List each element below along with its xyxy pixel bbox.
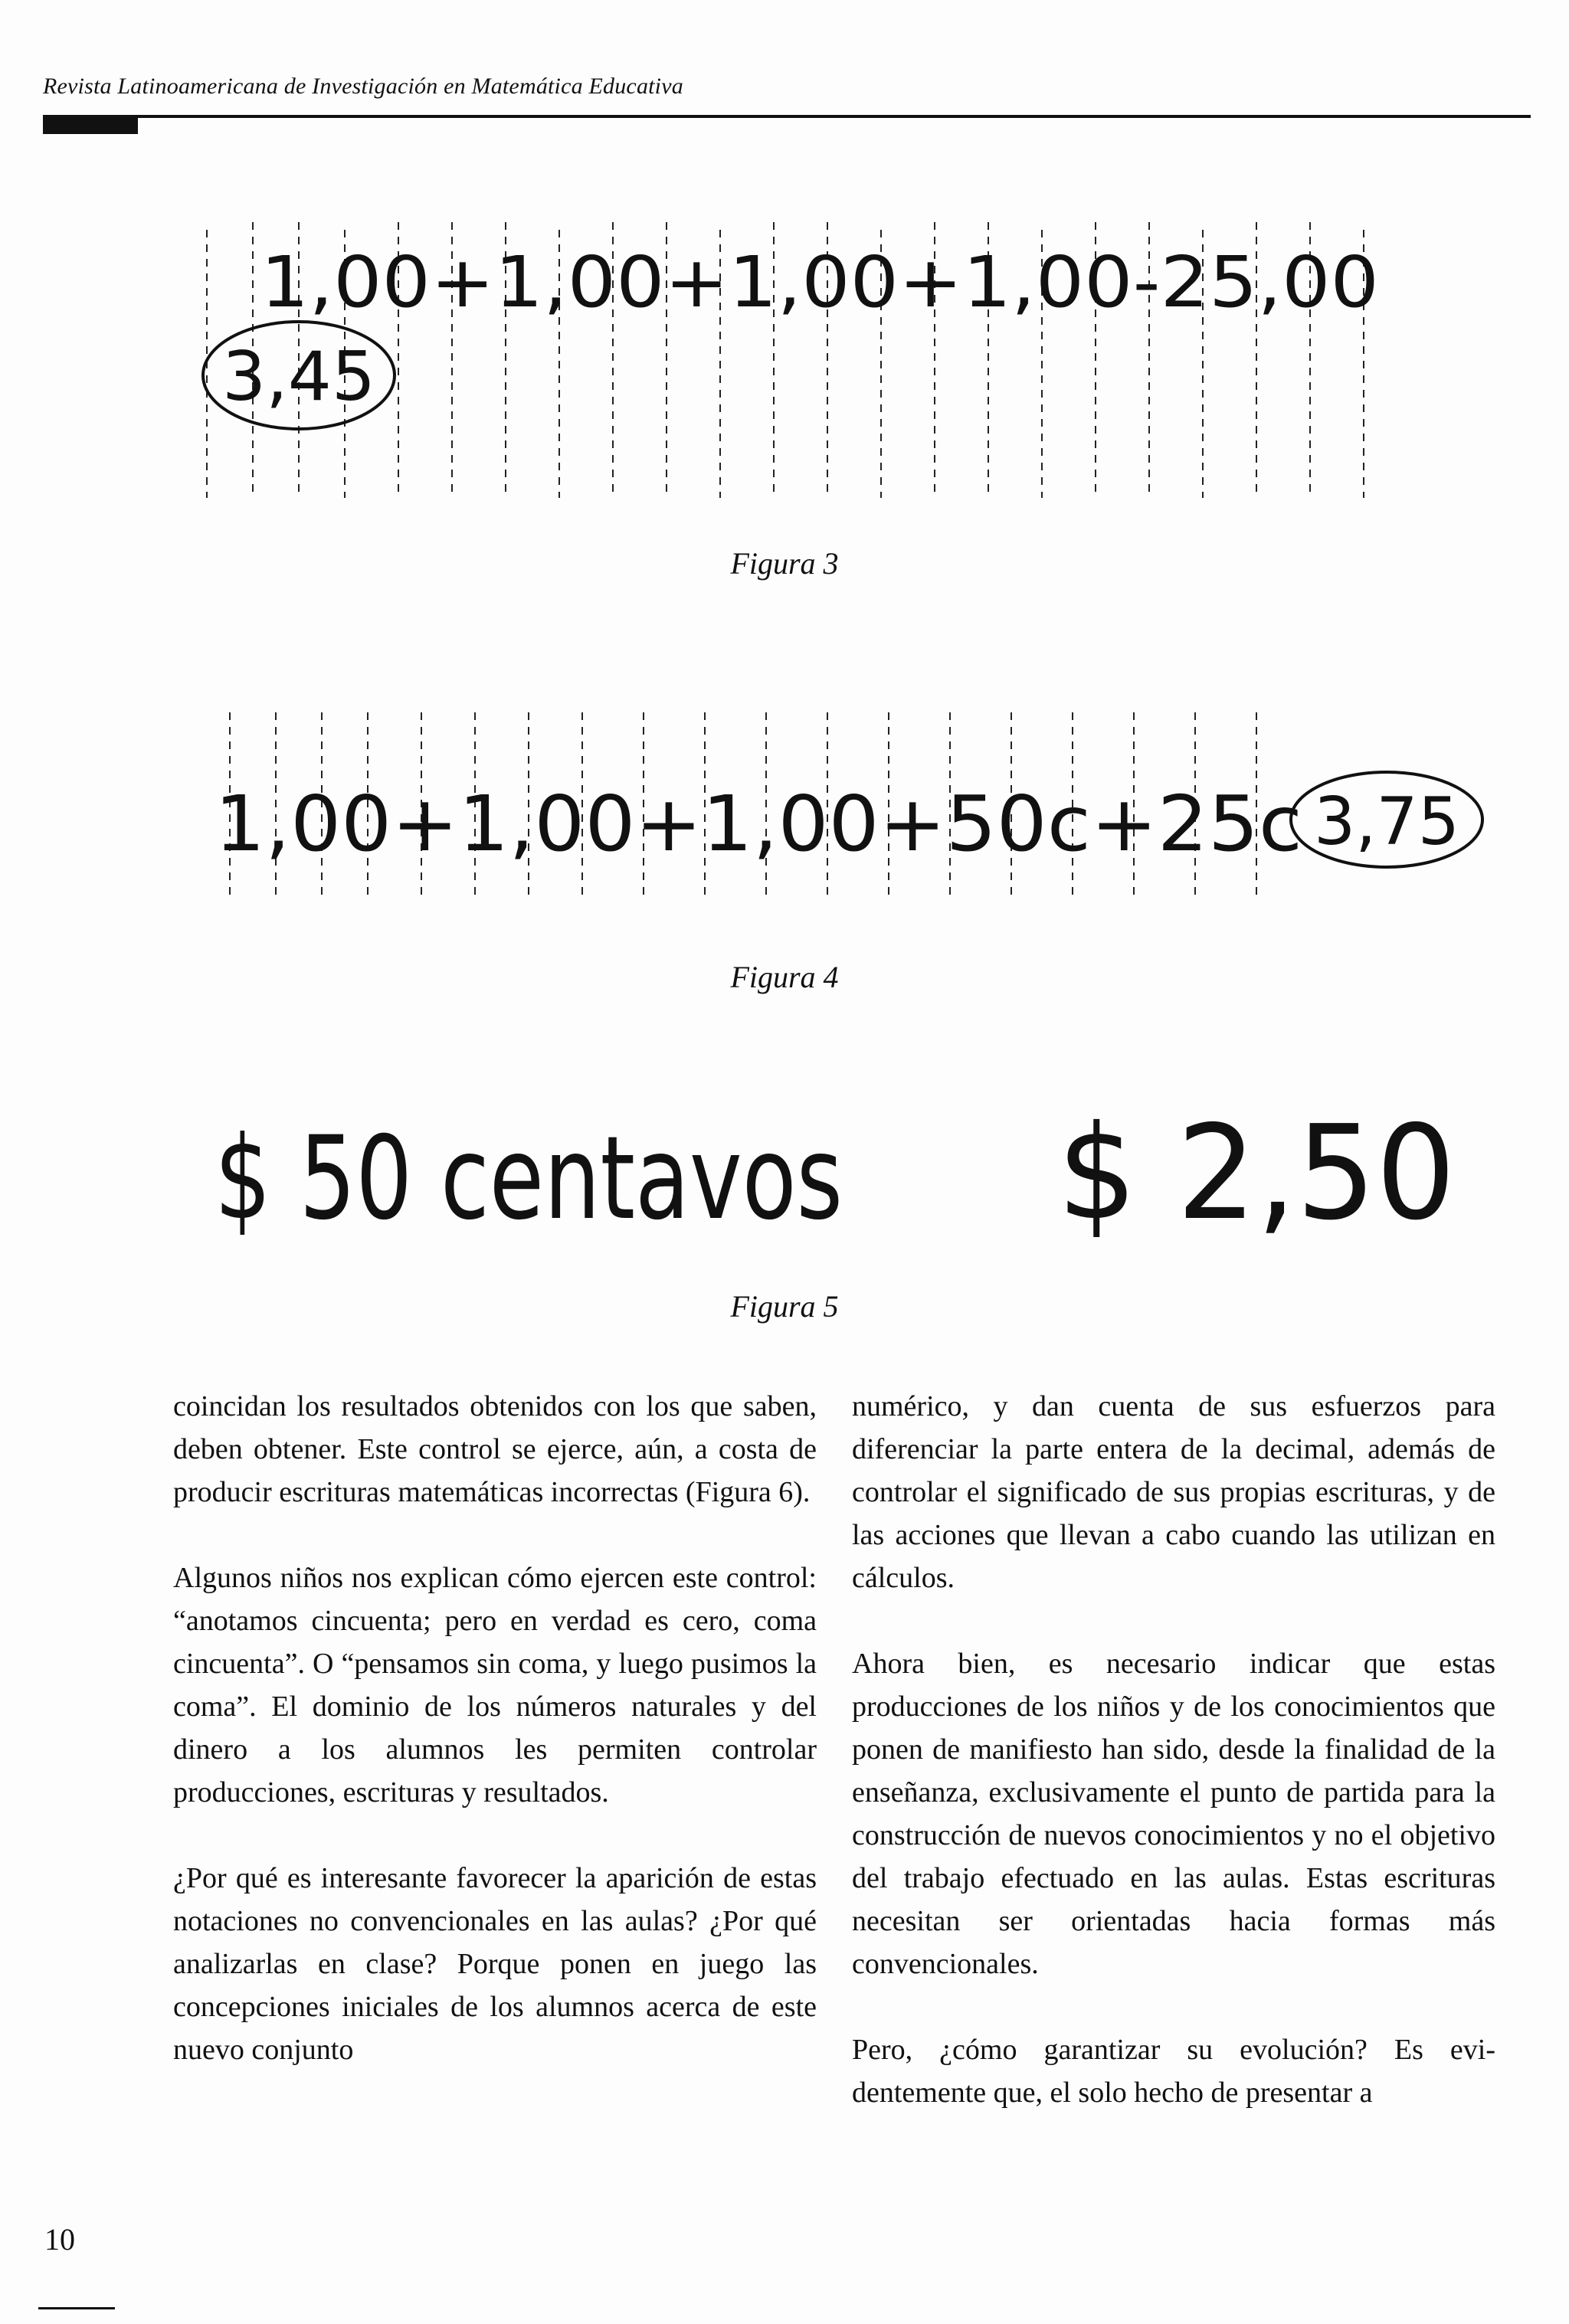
header-rule (43, 115, 1531, 118)
left-paragraph-1: coincidan los resultados obtenidos con los que saben, deben obtener. Este control se ejerce, aún, a costa de producir escrituras matemáticas incorrectas (Figura 6). (173, 1390, 817, 1508)
figure-4-expression: 1,00+1,00+1,00+50c+25c (215, 779, 1302, 869)
right-paragraph-3: Pero, ¿cómo garantizar su evolución? Es evidentemente que, el solo hecho de presentar a (852, 2034, 1495, 2109)
figure-3-handwriting (176, 207, 1494, 513)
left-paragraph-3: ¿Por qué es interesante favorecer la aparición de estas notaciones no convencionales en las aulas? ¿Por qué analizarlas en clase? Porque ponen en juego las concepciones iniciales de los alumnos acerca de este nuevo conjunto (173, 1862, 817, 2066)
figure-5-right-amount: $ 2,50 (1057, 1098, 1456, 1249)
footer-rule (38, 2307, 115, 2309)
running-head: Revista Latinoamericana de Investigación en Matemática Educativa (43, 74, 683, 99)
figure-5-left-amount: $ 50 centavos (215, 1112, 843, 1245)
figure-4-image (176, 682, 1494, 935)
header-block-mark (43, 116, 138, 134)
figure-4-result: 3,75 (1314, 784, 1459, 860)
right-paragraph-2: Ahora bien, es necesario indicar que estas producciones de los niños y de los conocimientos que ponen de manifiesto han sido, desde la finalidad de la enseñanza, exclusivamente el punto de partida para la construcción de nuevos conocimientos y no el objetivo del trabajo efectuado en las aulas. Estas escrituras necesitan ser orientadas hacia formas más convencionales. (852, 1648, 1495, 1980)
left-paragraph-2: Algunos niños nos explican cómo ejercen este control: “anotamos cincuenta; pero en verdad es cero, coma cincuenta”. O “pensamos sin coma, y luego pusimos la coma”. El dominio de los números naturales y del dinero a los alumnos les permiten controlar producciones, escrituras y resultados. (173, 1562, 817, 1808)
figure-3-image (176, 207, 1494, 513)
body-right-column (852, 1385, 1495, 2157)
figure-3-result: 3,45 (222, 337, 375, 416)
body-left-column (173, 1385, 817, 2114)
figure-5-caption: Figura 5 (730, 1289, 839, 1324)
figure-3-caption: Figura 3 (730, 546, 839, 581)
right-paragraph-1: numérico, y dan cuenta de sus esfuerzos para diferenciar la parte entera de la decimal, además de controlar el significado de sus propias escrituras, y de las acciones que llevan a cabo cuando las utilizan en cálculos. (852, 1390, 1495, 1594)
figure-3-expression: 1,00+1,00+1,00+1,00-25,00 (260, 241, 1379, 323)
page-number: 10 (44, 2222, 75, 2257)
figure-4-handwriting (176, 682, 1494, 935)
figure-5-handwriting (192, 1072, 1509, 1272)
figure-4-caption: Figura 4 (730, 960, 839, 994)
figure-5-image (192, 1072, 1509, 1272)
